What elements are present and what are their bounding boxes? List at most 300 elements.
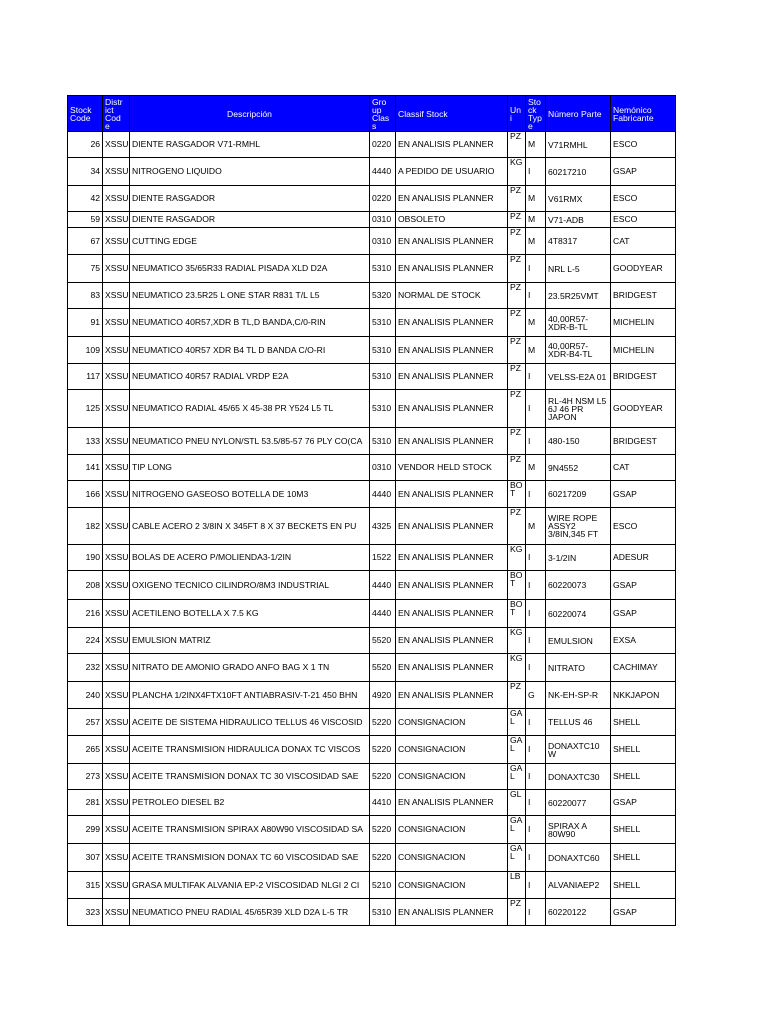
unit-cell: KG [508, 545, 526, 571]
group-class-cell: 5220 [370, 764, 396, 790]
classif-stock-cell: EN ANALISIS PLANNER [396, 600, 508, 628]
unit-cell: PZ [508, 283, 526, 309]
classif-stock-cell: VENDOR HELD STOCK [396, 455, 508, 481]
stock-type-cell: M [526, 309, 546, 337]
district-cell: XSSU [103, 255, 130, 283]
stock-code-cell: 141 [68, 455, 103, 481]
description-cell: OXIGENO TECNICO CILINDRO/8M3 INDUSTRIAL [130, 571, 370, 600]
district-cell: XSSU [103, 899, 130, 926]
maker-cell: GSAP [611, 790, 676, 816]
description-cell: ACEITE DE SISTEMA HIDRAULICO TELLUS 46 VISCOSID [130, 709, 370, 736]
classif-stock-cell: EN ANALISIS PLANNER [396, 682, 508, 709]
classif-stock-cell: NORMAL DE STOCK [396, 283, 508, 309]
table-row [68, 764, 676, 790]
description-cell: GRASA MULTIFAK ALVANIA EP-2 VISCOSIDAD NLGI 2 CI [130, 872, 370, 899]
header-stock-code: Stock Code [68, 96, 103, 132]
group-class-cell: 4410 [370, 790, 396, 816]
maker-cell: ADESUR [611, 545, 676, 571]
group-class-cell: 5520 [370, 628, 396, 654]
maker-cell: SHELL [611, 872, 676, 899]
unit-cell: PZ [508, 255, 526, 283]
stock-code-cell: 59 [68, 212, 103, 228]
description-cell: ACEITE TRANSMISION SPIRAX A80W90 VISCOSIDAD SA [130, 816, 370, 844]
maker-cell: ESCO [611, 186, 676, 212]
table-row [68, 600, 676, 628]
district-cell: XSSU [103, 600, 130, 628]
stock-code-cell: 265 [68, 736, 103, 764]
description-cell: EMULSION MATRIZ [130, 628, 370, 654]
table-row [68, 228, 676, 255]
description-cell: ACEITE TRANSMISION DONAX TC 60 VISCOSIDAD SAE [130, 844, 370, 872]
stock-code-cell: 166 [68, 481, 103, 508]
district-cell: XSSU [103, 654, 130, 682]
stock-code-cell: 307 [68, 844, 103, 872]
unit-cell: KG [508, 158, 526, 186]
stock-type-cell: I [526, 899, 546, 926]
part-number-cell: 3-1/2IN [546, 545, 611, 571]
table-row [68, 455, 676, 481]
stock-code-cell: 117 [68, 364, 103, 390]
table-row [68, 508, 676, 545]
stock-code-cell: 34 [68, 158, 103, 186]
classif-stock-cell: CONSIGNACION [396, 736, 508, 764]
unit-cell: LB [508, 872, 526, 899]
group-class-cell: 4440 [370, 158, 396, 186]
table-row [68, 186, 676, 212]
stock-code-cell: 42 [68, 186, 103, 212]
unit-cell: BO T [508, 571, 526, 600]
part-number-cell: V61RMX [546, 186, 611, 212]
group-class-cell: 4325 [370, 508, 396, 545]
table-row [68, 844, 676, 872]
part-number-cell: ALVANIAEP2 [546, 872, 611, 899]
district-cell: XSSU [103, 816, 130, 844]
group-class-cell: 1522 [370, 545, 396, 571]
description-cell: NEUMATICO 23.5R25 L ONE STAR R831 T/L L5 [130, 283, 370, 309]
group-class-cell: 5210 [370, 872, 396, 899]
stock-code-cell: 133 [68, 428, 103, 455]
maker-cell: NKKJAPON [611, 682, 676, 709]
description-cell: PLANCHA 1/2INX4FTX10FT ANTIABRASIV-T-21 450 BHN [130, 682, 370, 709]
district-cell: XSSU [103, 309, 130, 337]
stock-type-cell: I [526, 764, 546, 790]
table-row [68, 158, 676, 186]
district-cell: XSSU [103, 158, 130, 186]
maker-cell: MICHELIN [611, 337, 676, 364]
stock-type-cell: I [526, 283, 546, 309]
classif-stock-cell: EN ANALISIS PLANNER [396, 790, 508, 816]
unit-cell: KG [508, 654, 526, 682]
table-row [68, 816, 676, 844]
group-class-cell: 5220 [370, 816, 396, 844]
district-cell: XSSU [103, 628, 130, 654]
district-cell: XSSU [103, 764, 130, 790]
classif-stock-cell: EN ANALISIS PLANNER [396, 390, 508, 428]
part-number-cell: EMULSION [546, 628, 611, 654]
unit-cell: BO T [508, 481, 526, 508]
district-cell: XSSU [103, 455, 130, 481]
header-numero-parte: Número Parte [546, 96, 611, 132]
classif-stock-cell: EN ANALISIS PLANNER [396, 571, 508, 600]
unit-cell: GL [508, 790, 526, 816]
part-number-cell: 9N4552 [546, 455, 611, 481]
part-number-cell: 23.5R25VMT [546, 283, 611, 309]
table-row [68, 255, 676, 283]
part-number-cell: 60217209 [546, 481, 611, 508]
stock-code-cell: 216 [68, 600, 103, 628]
unit-cell: BO T [508, 600, 526, 628]
classif-stock-cell: EN ANALISIS PLANNER [396, 628, 508, 654]
stock-code-cell: 67 [68, 228, 103, 255]
district-cell: XSSU [103, 790, 130, 816]
district-cell: XSSU [103, 132, 130, 158]
maker-cell: SHELL [611, 709, 676, 736]
header-group-class: Gro up Clas s [370, 96, 396, 132]
maker-cell: GSAP [611, 571, 676, 600]
part-number-cell: 40,00R57-XDR-B-TL [546, 309, 611, 337]
description-cell: NEUMATICO PNEU RADIAL 45/65R39 XLD D2A L-5 TR [130, 899, 370, 926]
stock-type-cell: M [526, 455, 546, 481]
table-row [68, 571, 676, 600]
header-descripcion: Descripción [130, 96, 370, 132]
stock-code-cell: 190 [68, 545, 103, 571]
group-class-cell: 4440 [370, 481, 396, 508]
district-cell: XSSU [103, 844, 130, 872]
group-class-cell: 5310 [370, 309, 396, 337]
maker-cell: GOODYEAR [611, 255, 676, 283]
part-number-cell: DONAXTC30 [546, 764, 611, 790]
description-cell: ACEITE TRANSMISION HIDRAULICA DONAX TC VISCOS [130, 736, 370, 764]
stock-type-cell: I [526, 736, 546, 764]
group-class-cell: 4920 [370, 682, 396, 709]
classif-stock-cell: EN ANALISIS PLANNER [396, 364, 508, 390]
district-cell: XSSU [103, 212, 130, 228]
unit-cell: PZ [508, 337, 526, 364]
table-row [68, 428, 676, 455]
part-number-cell: 60220074 [546, 600, 611, 628]
table-row [68, 790, 676, 816]
stock-type-cell: I [526, 545, 546, 571]
group-class-cell: 0310 [370, 212, 396, 228]
table-row [68, 736, 676, 764]
district-cell: XSSU [103, 228, 130, 255]
unit-cell: KG [508, 628, 526, 654]
group-class-cell: 0310 [370, 455, 396, 481]
classif-stock-cell: EN ANALISIS PLANNER [396, 481, 508, 508]
stock-code-cell: 83 [68, 283, 103, 309]
table-row [68, 709, 676, 736]
classif-stock-cell: EN ANALISIS PLANNER [396, 255, 508, 283]
maker-cell: GOODYEAR [611, 390, 676, 428]
stock-type-cell: I [526, 255, 546, 283]
table-row [68, 283, 676, 309]
description-cell: NITROGENO GASEOSO BOTELLA DE 10M3 [130, 481, 370, 508]
table-row [68, 132, 676, 158]
classif-stock-cell: CONSIGNACION [396, 709, 508, 736]
description-cell: CUTTING EDGE [130, 228, 370, 255]
unit-cell: PZ [508, 899, 526, 926]
header-classif-stock: Classif Stock [396, 96, 508, 132]
part-number-cell: 60220077 [546, 790, 611, 816]
group-class-cell: 5310 [370, 899, 396, 926]
district-cell: XSSU [103, 709, 130, 736]
maker-cell: EXSA [611, 628, 676, 654]
unit-cell: PZ [508, 428, 526, 455]
maker-cell: GSAP [611, 899, 676, 926]
header-unit: Un i [508, 96, 526, 132]
part-number-cell: 60217210 [546, 158, 611, 186]
classif-stock-cell: CONSIGNACION [396, 844, 508, 872]
table-row [68, 212, 676, 228]
classif-stock-cell: EN ANALISIS PLANNER [396, 309, 508, 337]
classif-stock-cell: EN ANALISIS PLANNER [396, 337, 508, 364]
description-cell: NEUMATICO RADIAL 45/65 X 45-38 PR Y524 L5 TL [130, 390, 370, 428]
stock-type-cell: I [526, 872, 546, 899]
stock-type-cell: M [526, 212, 546, 228]
table-row [68, 390, 676, 428]
stock-type-cell: M [526, 228, 546, 255]
district-cell: XSSU [103, 186, 130, 212]
stock-type-cell: I [526, 844, 546, 872]
part-number-cell: 60220073 [546, 571, 611, 600]
classif-stock-cell: EN ANALISIS PLANNER [396, 508, 508, 545]
district-cell: XSSU [103, 337, 130, 364]
group-class-cell: 4440 [370, 600, 396, 628]
group-class-cell: 5220 [370, 736, 396, 764]
description-cell: NEUMATICO PNEU NYLON/STL 53.5/85-57 76 PLY CO(CA [130, 428, 370, 455]
district-cell: XSSU [103, 872, 130, 899]
group-class-cell: 5310 [370, 364, 396, 390]
unit-cell: PZ [508, 132, 526, 158]
stock-type-cell: I [526, 428, 546, 455]
part-number-cell: DONAXTC60 [546, 844, 611, 872]
stock-type-cell: I [526, 390, 546, 428]
group-class-cell: 0220 [370, 186, 396, 212]
header-district-code: Distr ict Cod e [103, 96, 130, 132]
stock-type-cell: I [526, 481, 546, 508]
group-class-cell: 5310 [370, 255, 396, 283]
stock-type-cell: I [526, 709, 546, 736]
classif-stock-cell: EN ANALISIS PLANNER [396, 899, 508, 926]
table-row [68, 872, 676, 899]
stock-code-cell: 75 [68, 255, 103, 283]
description-cell: DIENTE RASGADOR [130, 212, 370, 228]
classif-stock-cell: EN ANALISIS PLANNER [396, 132, 508, 158]
header-nemonico: Nemónico Fabricante [611, 96, 676, 132]
stock-type-cell: I [526, 364, 546, 390]
unit-cell: GA L [508, 736, 526, 764]
maker-cell: GSAP [611, 158, 676, 186]
table-row [68, 481, 676, 508]
maker-cell: BRIDGEST [611, 428, 676, 455]
unit-cell: PZ [508, 508, 526, 545]
description-cell: NEUMATICO 40R57,XDR B TL,D BANDA,C/0-RIN [130, 309, 370, 337]
unit-cell: PZ [508, 186, 526, 212]
stock-type-cell: I [526, 628, 546, 654]
maker-cell: ESCO [611, 132, 676, 158]
group-class-cell: 5520 [370, 654, 396, 682]
part-number-cell: VELSS-E2A 01 [546, 364, 611, 390]
unit-cell: PZ [508, 455, 526, 481]
group-class-cell: 4440 [370, 571, 396, 600]
description-cell: PETROLEO DIESEL B2 [130, 790, 370, 816]
classif-stock-cell: CONSIGNACION [396, 816, 508, 844]
district-cell: XSSU [103, 545, 130, 571]
description-cell: DIENTE RASGADOR [130, 186, 370, 212]
description-cell: NITRATO DE AMONIO GRADO ANFO BAG X 1 TN [130, 654, 370, 682]
unit-cell: PZ [508, 364, 526, 390]
stock-code-cell: 273 [68, 764, 103, 790]
maker-cell: SHELL [611, 764, 676, 790]
stock-code-cell: 182 [68, 508, 103, 545]
group-class-cell: 5310 [370, 428, 396, 455]
classif-stock-cell: EN ANALISIS PLANNER [396, 428, 508, 455]
group-class-cell: 0310 [370, 228, 396, 255]
group-class-cell: 5310 [370, 390, 396, 428]
part-number-cell: DONAXTC10 W [546, 736, 611, 764]
description-cell: BOLAS DE ACERO P/MOLIENDA3-1/2IN [130, 545, 370, 571]
part-number-cell: WIRE ROPE ASSY2 3/8IN,345 FT [546, 508, 611, 545]
stock-type-cell: M [526, 186, 546, 212]
description-cell: NEUMATICO 40R57 XDR B4 TL D BANDA C/O-RI [130, 337, 370, 364]
part-number-cell: TELLUS 46 [546, 709, 611, 736]
maker-cell: CAT [611, 228, 676, 255]
part-number-cell: RL-4H NSM L5 6J 46 PR JAPON [546, 390, 611, 428]
stock-type-cell: M [526, 508, 546, 545]
table-row [68, 545, 676, 571]
table-row [68, 682, 676, 709]
stock-code-cell: 299 [68, 816, 103, 844]
stock-type-cell: I [526, 790, 546, 816]
group-class-cell: 5220 [370, 844, 396, 872]
unit-cell: GA L [508, 816, 526, 844]
stock-code-cell: 257 [68, 709, 103, 736]
district-cell: XSSU [103, 428, 130, 455]
unit-cell: GA L [508, 844, 526, 872]
table-row [68, 337, 676, 364]
district-cell: XSSU [103, 736, 130, 764]
description-cell: TIP LONG [130, 455, 370, 481]
stock-code-cell: 232 [68, 654, 103, 682]
group-class-cell: 5220 [370, 709, 396, 736]
maker-cell: SHELL [611, 844, 676, 872]
stock-code-cell: 240 [68, 682, 103, 709]
maker-cell: CACHIMAY [611, 654, 676, 682]
maker-cell: BRIDGEST [611, 364, 676, 390]
unit-cell: PZ [508, 212, 526, 228]
description-cell: DIENTE RASGADOR V71-RMHL [130, 132, 370, 158]
stock-type-cell: I [526, 158, 546, 186]
description-cell: NEUMATICO 40R57 RADIAL VRDP E2A [130, 364, 370, 390]
maker-cell: SHELL [611, 736, 676, 764]
district-cell: XSSU [103, 364, 130, 390]
stock-type-cell: I [526, 816, 546, 844]
part-number-cell: SPIRAX A 80W90 [546, 816, 611, 844]
stock-code-cell: 315 [68, 872, 103, 899]
group-class-cell: 5320 [370, 283, 396, 309]
classif-stock-cell: EN ANALISIS PLANNER [396, 545, 508, 571]
maker-cell: MICHELIN [611, 309, 676, 337]
stock-code-cell: 91 [68, 309, 103, 337]
stock-code-cell: 125 [68, 390, 103, 428]
table-row [68, 309, 676, 337]
unit-cell: GA L [508, 709, 526, 736]
unit-cell: PZ [508, 390, 526, 428]
part-number-cell: 480-150 [546, 428, 611, 455]
classif-stock-cell: A PEDIDO DE USUARIO [396, 158, 508, 186]
stock-code-cell: 224 [68, 628, 103, 654]
unit-cell: GA L [508, 764, 526, 790]
stock-type-cell: I [526, 600, 546, 628]
maker-cell: SHELL [611, 816, 676, 844]
part-number-cell: V71RMHL [546, 132, 611, 158]
stock-code-cell: 208 [68, 571, 103, 600]
part-number-cell: 4T8317 [546, 228, 611, 255]
district-cell: XSSU [103, 390, 130, 428]
part-number-cell: NITRATO [546, 654, 611, 682]
maker-cell: GSAP [611, 600, 676, 628]
group-class-cell: 5310 [370, 337, 396, 364]
district-cell: XSSU [103, 571, 130, 600]
district-cell: XSSU [103, 508, 130, 545]
description-cell: ACEITE TRANSMISION DONAX TC 30 VISCOSIDAD SAE [130, 764, 370, 790]
table-row [68, 628, 676, 654]
classif-stock-cell: EN ANALISIS PLANNER [396, 228, 508, 255]
maker-cell: CAT [611, 455, 676, 481]
stock-code-cell: 281 [68, 790, 103, 816]
part-number-cell: NK-EH-SP-R [546, 682, 611, 709]
maker-cell: GSAP [611, 481, 676, 508]
maker-cell: ESCO [611, 212, 676, 228]
classif-stock-cell: EN ANALISIS PLANNER [396, 654, 508, 682]
classif-stock-cell: CONSIGNACION [396, 872, 508, 899]
unit-cell: PZ [508, 228, 526, 255]
table-row [68, 899, 676, 926]
header-row [68, 96, 676, 132]
part-number-cell: 40,00R57-XDR-B4-TL [546, 337, 611, 364]
district-cell: XSSU [103, 481, 130, 508]
stock-type-cell: M [526, 132, 546, 158]
part-number-cell: V71-ADB [546, 212, 611, 228]
district-cell: XSSU [103, 283, 130, 309]
unit-cell: PZ [508, 682, 526, 709]
classif-stock-cell: CONSIGNACION [396, 764, 508, 790]
description-cell: NITROGENO LIQUIDO [130, 158, 370, 186]
stock-type-cell: I [526, 654, 546, 682]
stock-type-cell: I [526, 571, 546, 600]
description-cell: ACETILENO BOTELLA X 7.5 KG [130, 600, 370, 628]
stock-type-cell: M [526, 337, 546, 364]
unit-cell: PZ [508, 309, 526, 337]
stock-code-cell: 26 [68, 132, 103, 158]
maker-cell: BRIDGEST [611, 283, 676, 309]
group-class-cell: 0220 [370, 132, 396, 158]
description-cell: CABLE ACERO 2 3/8IN X 345FT 8 X 37 BECKETS EN PU [130, 508, 370, 545]
header-stock-type: Sto ck Typ e [526, 96, 546, 132]
inventory-table [67, 95, 676, 926]
stock-code-cell: 109 [68, 337, 103, 364]
stock-type-cell: G [526, 682, 546, 709]
district-cell: XSSU [103, 682, 130, 709]
part-number-cell: 60220122 [546, 899, 611, 926]
stock-code-cell: 323 [68, 899, 103, 926]
table-row [68, 654, 676, 682]
description-cell: NEUMATICO 35/65R33 RADIAL PISADA XLD D2A [130, 255, 370, 283]
maker-cell: ESCO [611, 508, 676, 545]
classif-stock-cell: OBSOLETO [396, 212, 508, 228]
table-row [68, 364, 676, 390]
part-number-cell: NRL L-5 [546, 255, 611, 283]
